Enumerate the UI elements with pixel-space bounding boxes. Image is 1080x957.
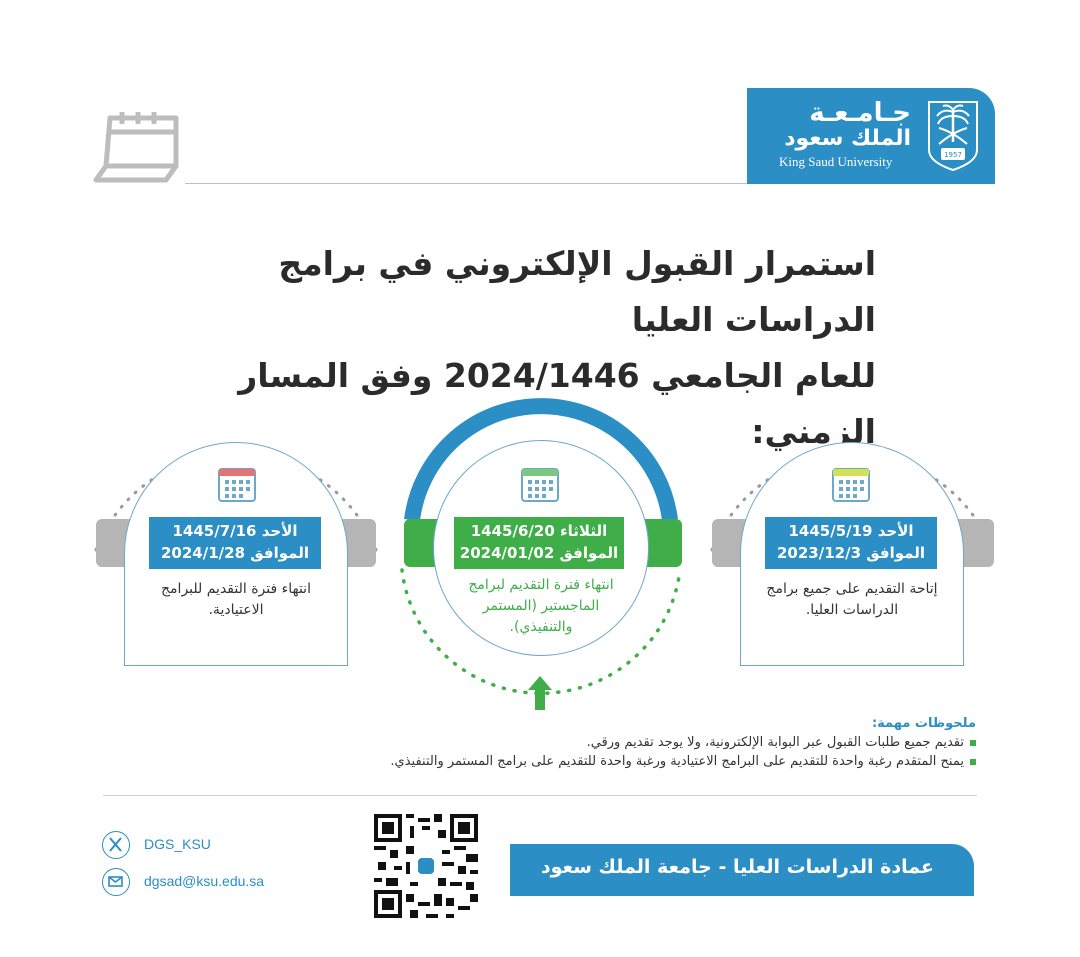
date-gregorian-2: الموافق 2024/01/02 bbox=[459, 544, 619, 562]
timeline-desc-3: انتهاء فترة التقديم للبرامج الاعتيادية. bbox=[161, 581, 311, 618]
note-item-2: يمنح المتقدم رغبة واحدة للتقديم على البرامج الاعتيادية ورغبة واحدة للتقديم على برامج المستمر والتنفيذي. bbox=[156, 752, 976, 771]
emblem-year: 1957 bbox=[944, 151, 962, 159]
deanship-banner bbox=[510, 844, 974, 896]
notes-section bbox=[156, 714, 976, 771]
ksu-logo bbox=[747, 88, 995, 184]
twitter-handle[interactable]: DGS_KSU bbox=[144, 836, 211, 852]
email-address[interactable]: dgsad@ksu.edu.sa bbox=[144, 873, 265, 889]
header-divider bbox=[185, 183, 747, 184]
timeline-desc-1: إتاحة التقديم على جميع برامج الدراسات العليا. bbox=[766, 581, 938, 618]
date-gregorian-1: الموافق 2023/12/3 bbox=[777, 544, 925, 562]
x-twitter-icon bbox=[102, 831, 130, 859]
date-gregorian-3: الموافق 2024/1/28 bbox=[161, 544, 309, 562]
calendar-icon bbox=[831, 465, 871, 505]
timeline-desc-2: انتهاء فترة التقديم لبرامج الماجستير (المستمر والتنفيذي). bbox=[468, 577, 614, 635]
title-line-1: استمرار القبول الإلكتروني في برامج الدراسات العليا bbox=[278, 244, 876, 339]
calendar-outline-icon bbox=[92, 108, 182, 186]
date-box-3 bbox=[149, 517, 321, 569]
date-hijri-1: الأحد 1445/5/19 bbox=[788, 522, 914, 540]
qr-code-icon[interactable] bbox=[374, 814, 478, 918]
date-hijri-2: الثلاثاء 1445/6/20 bbox=[470, 522, 608, 540]
date-hijri-3: الأحد 1445/7/16 bbox=[172, 522, 298, 540]
notes-title: ملحوظات مهمة: bbox=[871, 716, 976, 731]
note-item-1: تقديم جميع طلبات القبول عبر البوابة الإلكترونية، ولا يوجد تقديم ورقي. bbox=[156, 733, 976, 752]
logo-arabic-line1: جـامـعـة bbox=[809, 98, 911, 128]
title-line-2: للعام الجامعي 2024/1446 وفق المسار الزمني: bbox=[238, 356, 876, 451]
footer-divider bbox=[103, 795, 977, 796]
logo-arabic-line2: الملك سعود bbox=[784, 126, 911, 151]
bullet-icon bbox=[970, 740, 976, 746]
timeline-card-1 bbox=[740, 442, 964, 666]
calendar-icon bbox=[217, 465, 257, 505]
envelope-icon bbox=[102, 868, 130, 896]
timeline-card-2 bbox=[433, 440, 649, 656]
timeline-card-3 bbox=[124, 442, 348, 666]
date-box-1 bbox=[765, 517, 937, 569]
deanship-name: عمادة الدراسات العليا - جامعة الملك سعود bbox=[540, 856, 934, 878]
bullet-icon bbox=[970, 759, 976, 765]
date-box-2 bbox=[454, 517, 624, 569]
logo-english: King Saud University bbox=[779, 154, 893, 169]
palm-swords-emblem-icon bbox=[925, 98, 981, 172]
calendar-icon bbox=[520, 465, 560, 505]
